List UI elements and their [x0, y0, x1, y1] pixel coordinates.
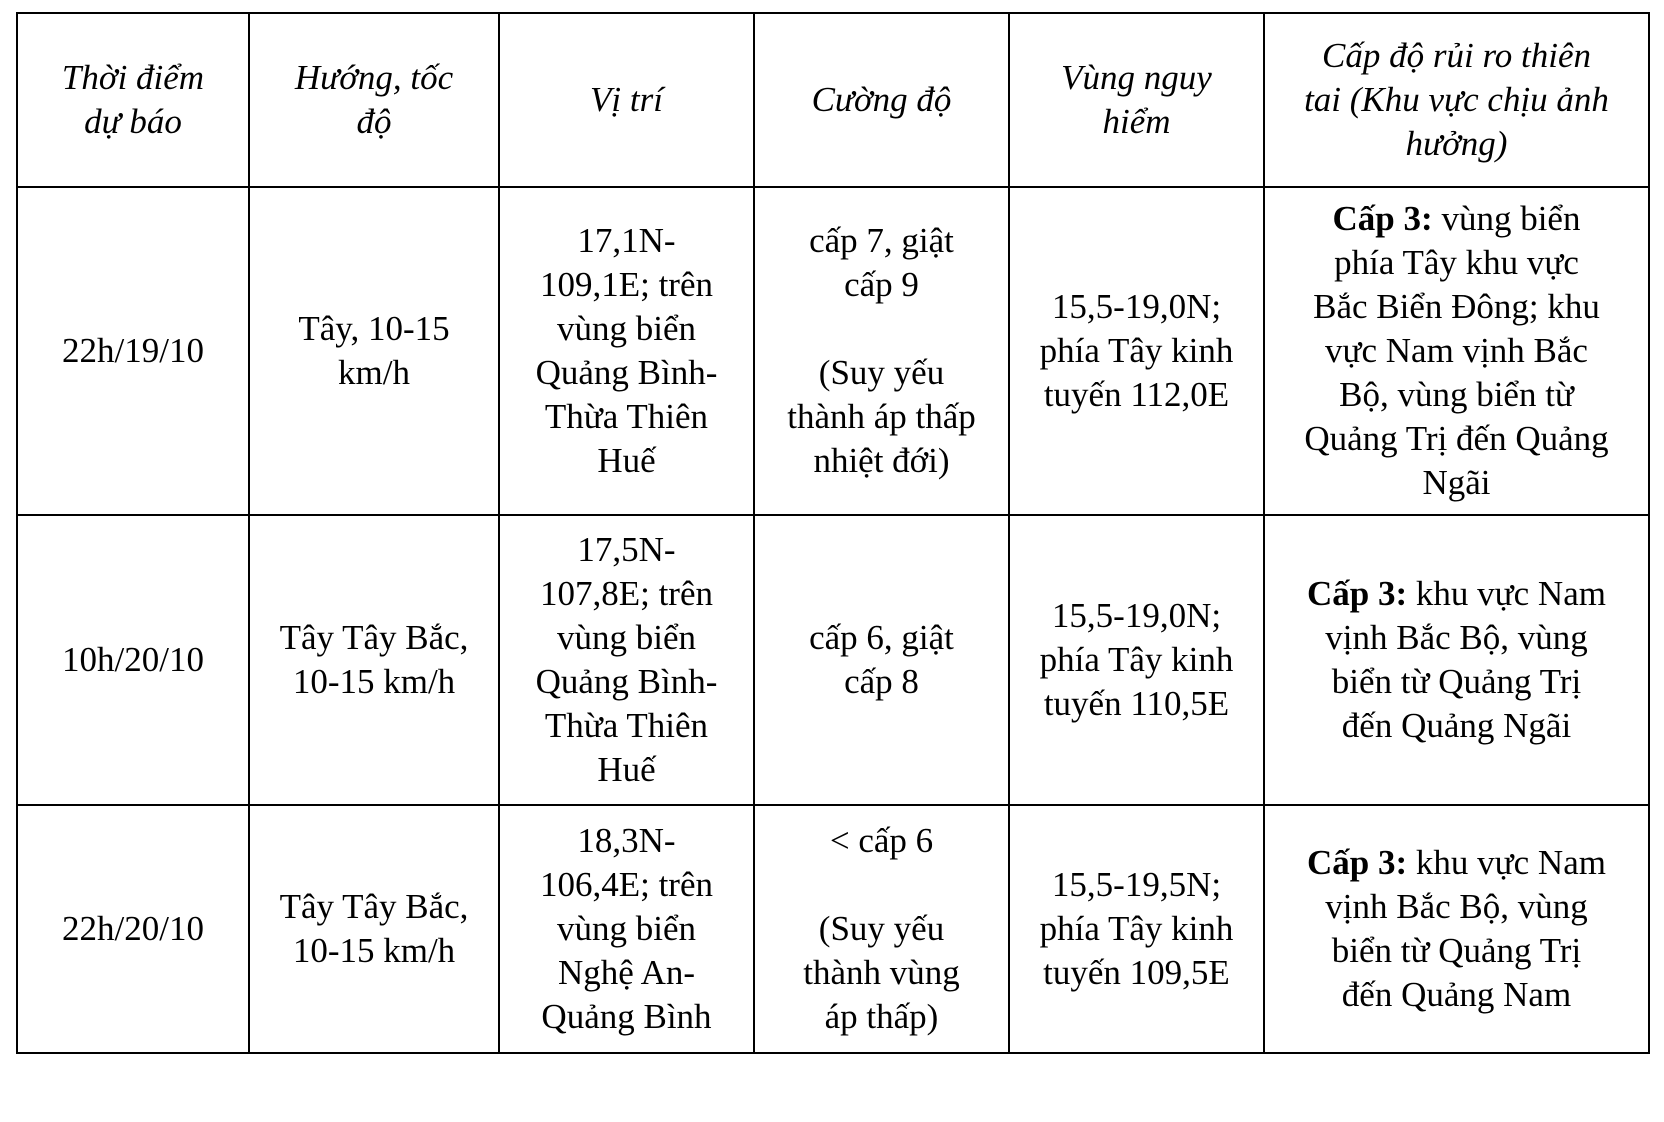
risk-level-label: Cấp 3:: [1307, 843, 1408, 882]
cell-position: 18,3N- 106,4E; trên vùng biển Nghệ An- Quảng Bình: [499, 805, 754, 1053]
risk-level-label: Cấp 3:: [1307, 574, 1408, 613]
cell-danger-zone: 15,5-19,0N; phía Tây kinh tuyến 110,5E: [1009, 515, 1264, 805]
header-risk-level: Cấp độ rủi ro thiên tai (Khu vực chịu ảnh hưởng): [1264, 13, 1649, 187]
risk-area-text: khu vực Nam vịnh Bắc Bộ, vùng biển từ Quảng Trị đến Quảng Ngãi: [1325, 574, 1606, 745]
cell-position: 17,5N- 107,8E; trên vùng biển Quảng Bình- Thừa Thiên Huế: [499, 515, 754, 805]
cell-risk: [1264, 515, 1649, 805]
table-row: [17, 187, 1649, 515]
risk-level-label: Cấp 3:: [1332, 199, 1433, 238]
cell-position: 17,1N- 109,1E; trên vùng biển Quảng Bình- Thừa Thiên Huế: [499, 187, 754, 515]
cell-direction: Tây, 10-15 km/h: [249, 187, 499, 515]
header-intensity: Cường độ: [754, 13, 1009, 187]
cell-intensity: cấp 6, giật cấp 8: [754, 515, 1009, 805]
table-row: [17, 805, 1649, 1053]
cell-danger-zone: 15,5-19,0N; phía Tây kinh tuyến 112,0E: [1009, 187, 1264, 515]
cell-intensity: < cấp 6 (Suy yếu thành vùng áp thấp): [754, 805, 1009, 1053]
header-position: Vị trí: [499, 13, 754, 187]
cell-risk: [1264, 805, 1649, 1053]
risk-area-text: khu vực Nam vịnh Bắc Bộ, vùng biển từ Quảng Trị đến Quảng Nam: [1325, 843, 1606, 1014]
forecast-table: [16, 12, 1650, 1054]
table-row: [17, 515, 1649, 805]
cell-direction: Tây Tây Bắc, 10-15 km/h: [249, 805, 499, 1053]
header-forecast-time: Thời điểm dự báo: [17, 13, 249, 187]
cell-time: 22h/20/10: [17, 805, 249, 1053]
risk-area-text: vùng biển phía Tây khu vực Bắc Biển Đông; khu vực Nam vịnh Bắc Bộ, vùng biển từ Quảng Trị đến Quảng Ngãi: [1304, 199, 1609, 502]
cell-risk: [1264, 187, 1649, 515]
table-header-row: [17, 13, 1649, 187]
cell-direction: Tây Tây Bắc, 10-15 km/h: [249, 515, 499, 805]
cell-time: 10h/20/10: [17, 515, 249, 805]
header-direction-speed: Hướng, tốc độ: [249, 13, 499, 187]
cell-danger-zone: 15,5-19,5N; phía Tây kinh tuyến 109,5E: [1009, 805, 1264, 1053]
cell-intensity: cấp 7, giật cấp 9 (Suy yếu thành áp thấp nhiệt đới): [754, 187, 1009, 515]
cell-time: 22h/19/10: [17, 187, 249, 515]
header-danger-zone: Vùng nguy hiểm: [1009, 13, 1264, 187]
